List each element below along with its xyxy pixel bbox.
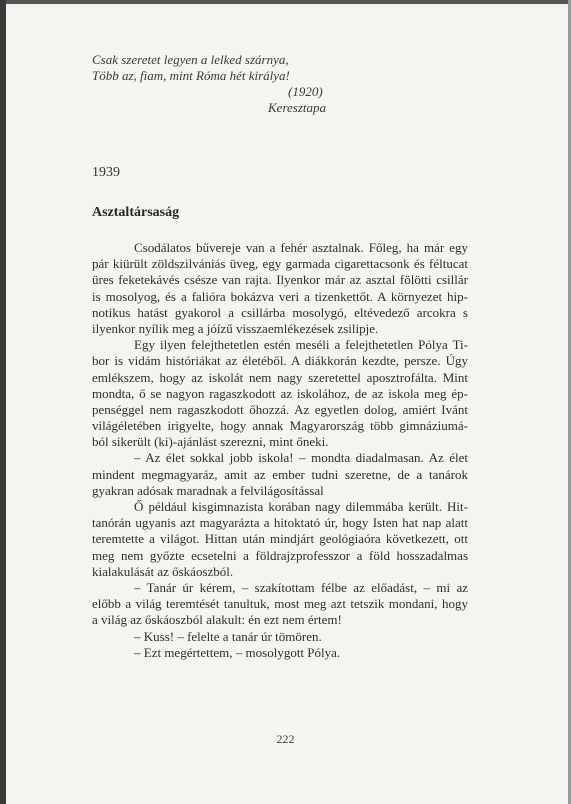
text-line: – Az élet sokkal jobb iskola! – mondta diadalmasan. Az élet	[134, 450, 468, 466]
chapter-title: Asztaltársaság	[92, 205, 180, 220]
text-line: penséggel nem ragaszkodott őhozzá. Az egyetlen dolog, amiért Ivánt	[92, 401, 468, 417]
text-line: teremtette a világot. Hittan után mindjárt geológiaóra következett, ott	[92, 531, 468, 547]
text-line: mondta, ő se nagyon ragaszkodott az iskolához, de az iskola meg ép-	[92, 385, 468, 401]
text-line: Egy ilyen felejthetetlen estén meséli a felejthetetlen Pólya Ti-	[134, 337, 468, 353]
page-number: 222	[276, 732, 295, 746]
text-line: emlékszem, hogy az iskolát nem nagy szeretettel aposztrofálta. Mint	[92, 369, 468, 385]
text-line: világéletében irigyelte, hogy annak Magyarország több gimnáziumá-	[92, 418, 468, 434]
text-line: üres feketekávés csésze van rajta. Ilyenkor már az asztal fölötti csillár	[92, 272, 468, 288]
text-line: ilyenkor nyílik meg a jóízű visszaemlékezések zsilipje.	[92, 320, 379, 336]
text-line: – Kuss! – felelte a tanár úr tömören.	[134, 628, 322, 644]
text-line: – Ezt megértettem, – mosolygott Pólya.	[134, 644, 341, 660]
epigraph-author: Keresztapa	[268, 100, 327, 115]
text-line: Ő például kisgimnazista korában nagy dilemmába került. Hit-	[134, 499, 468, 514]
text-line: bor is vidám históriákat az életéből. A diákkorán kezdte, persze. Úgy	[92, 353, 468, 369]
text-line: tanórán ugyanis azt magyarázta a hitoktató úr, hogy Isten hat nap alatt	[92, 515, 468, 531]
text-line: a világ az őskáoszból alakult: én ezt nem értem!	[92, 612, 342, 628]
text-line: notikus hatást gyakorol a csillárba mosolygó, eltévedező arcokra s	[92, 304, 468, 320]
text-line: előbb a világ teremtését tanultuk, most meg azt tetszik mondani, hogy	[92, 596, 468, 612]
scan-edge-left	[0, 0, 6, 804]
chapter-year: 1939	[92, 165, 120, 180]
epigraph-line-2: Több az, fiam, mint Róma hét királya!	[92, 68, 290, 83]
epigraph	[92, 52, 472, 116]
text-line: meg nem győzte ecsetelni a földrajzprofesszor a föld hosszadalmas	[92, 547, 468, 563]
text-line: kialakulását az őskáoszból.	[92, 563, 234, 579]
epigraph-year: (1920)	[288, 84, 323, 99]
text-line: mindent megmagyaráz, amit az ember tudni szeretne, de a tanárok	[92, 466, 468, 482]
body-text	[92, 240, 468, 661]
text-line: Csodálatos bűvereje van a fehér asztalnak. Főleg, ha már egy	[134, 240, 468, 255]
text-line: is mosolyog, és a falióra bokázva veri a tizenkettőt. A környezet hip-	[92, 288, 468, 304]
text-line: pár kiürült zöldszilvániás üveg, egy garmada cigarettacsonk és féltucat	[92, 256, 468, 272]
text-line: – Tanár úr kérem, – szakítottam félbe az előadást, – mi az	[134, 579, 468, 595]
scan-edge-top	[0, 0, 571, 4]
text-line: gyakran adósak maradnak a felvilágosítással	[92, 482, 324, 498]
text-line: ból sikerült (ki)-ajánlást szerezni, mint őneki.	[92, 434, 329, 450]
epigraph-line-1: Csak szeretet legyen a lelked szárnya,	[92, 52, 289, 67]
